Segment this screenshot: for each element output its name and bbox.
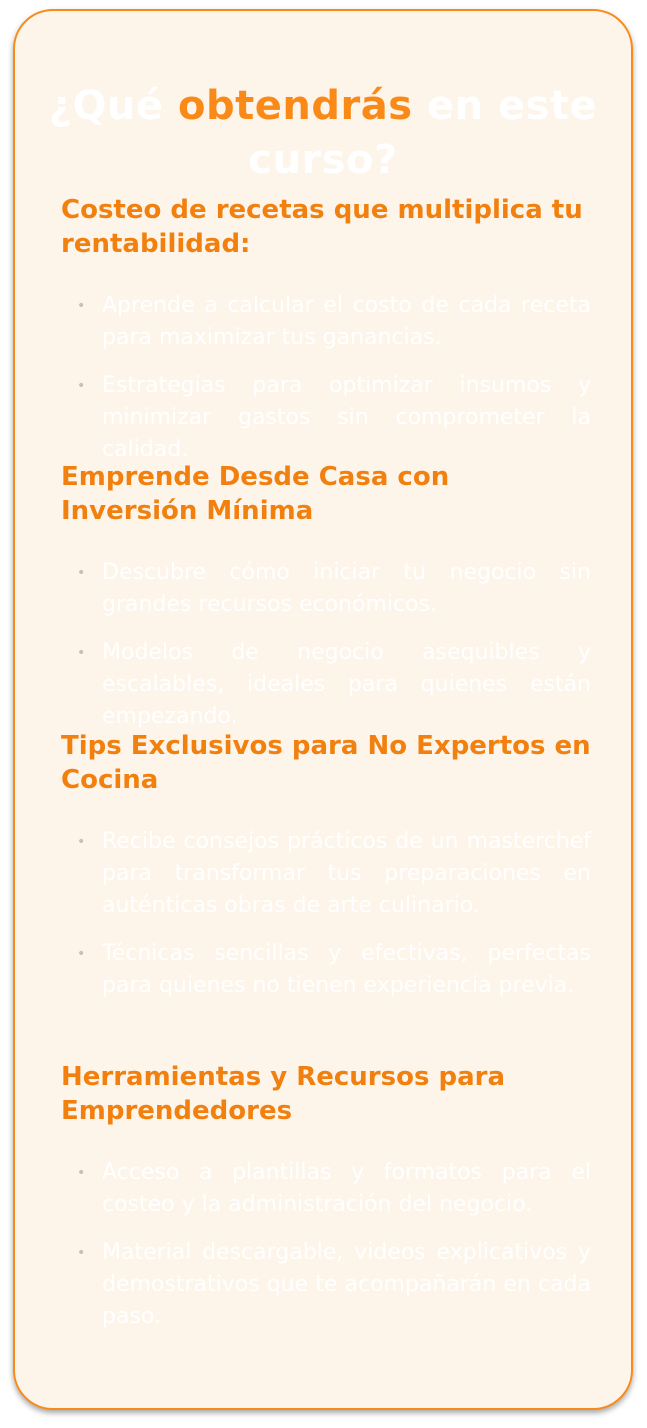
section-recipe-costing	[61, 193, 591, 466]
title-accent-word: obtendrás	[178, 83, 413, 129]
bullet-item: • Descubre cómo iniciar tu negocio sin grandes recursos económicos.	[61, 557, 591, 621]
bullet-item: • Material descargable, videos explicativos y demostrativos que te acompañarán en cada paso.	[61, 1237, 591, 1333]
section-heading: Emprende Desde Casa con Inversión Mínima	[61, 462, 450, 526]
bullet-item: • Técnicas sencillas y efectivas, perfectas para quienes no tienen experiencia previa.	[61, 938, 591, 1002]
bullet-item: • Acceso a plantillas y formatos para el costeo y la administración del negocio.	[61, 1157, 591, 1221]
section-heading: Herramientas y Recursos para Emprendedores	[61, 1062, 506, 1126]
section-home-business	[61, 460, 591, 733]
bullet-list	[61, 557, 591, 733]
section-heading: Costeo de recetas que multiplica tu rentabilidad:	[61, 195, 583, 259]
bullet-list	[61, 290, 591, 466]
bullet-list	[61, 1157, 591, 1333]
section-tools-resources	[61, 1060, 591, 1333]
title-text-start: ¿Qué	[48, 83, 179, 129]
bullet-item: • Estrategias para optimizar insumos y minimizar gastos sin comprometer la calidad.	[61, 370, 591, 466]
bullet-item: • Recibe consejos prácticos de un masterchef para transformar tus preparaciones en auténticas obras de arte culinario.	[61, 826, 591, 922]
section-non-expert-tips	[61, 729, 591, 1002]
bullet-item: • Aprende a calcular el costo de cada receta para maximizar tus ganancias.	[61, 290, 591, 354]
section-heading: Tips Exclusivos para No Expertos en Cocina	[61, 731, 591, 795]
title-text-end: en este curso?	[248, 83, 598, 183]
card-title	[15, 79, 631, 187]
bullet-list	[61, 826, 591, 1002]
course-benefits-card	[13, 9, 633, 1410]
bullet-item: • Modelos de negocio asequibles y escalables, ideales para quienes están empezando.	[61, 637, 591, 733]
